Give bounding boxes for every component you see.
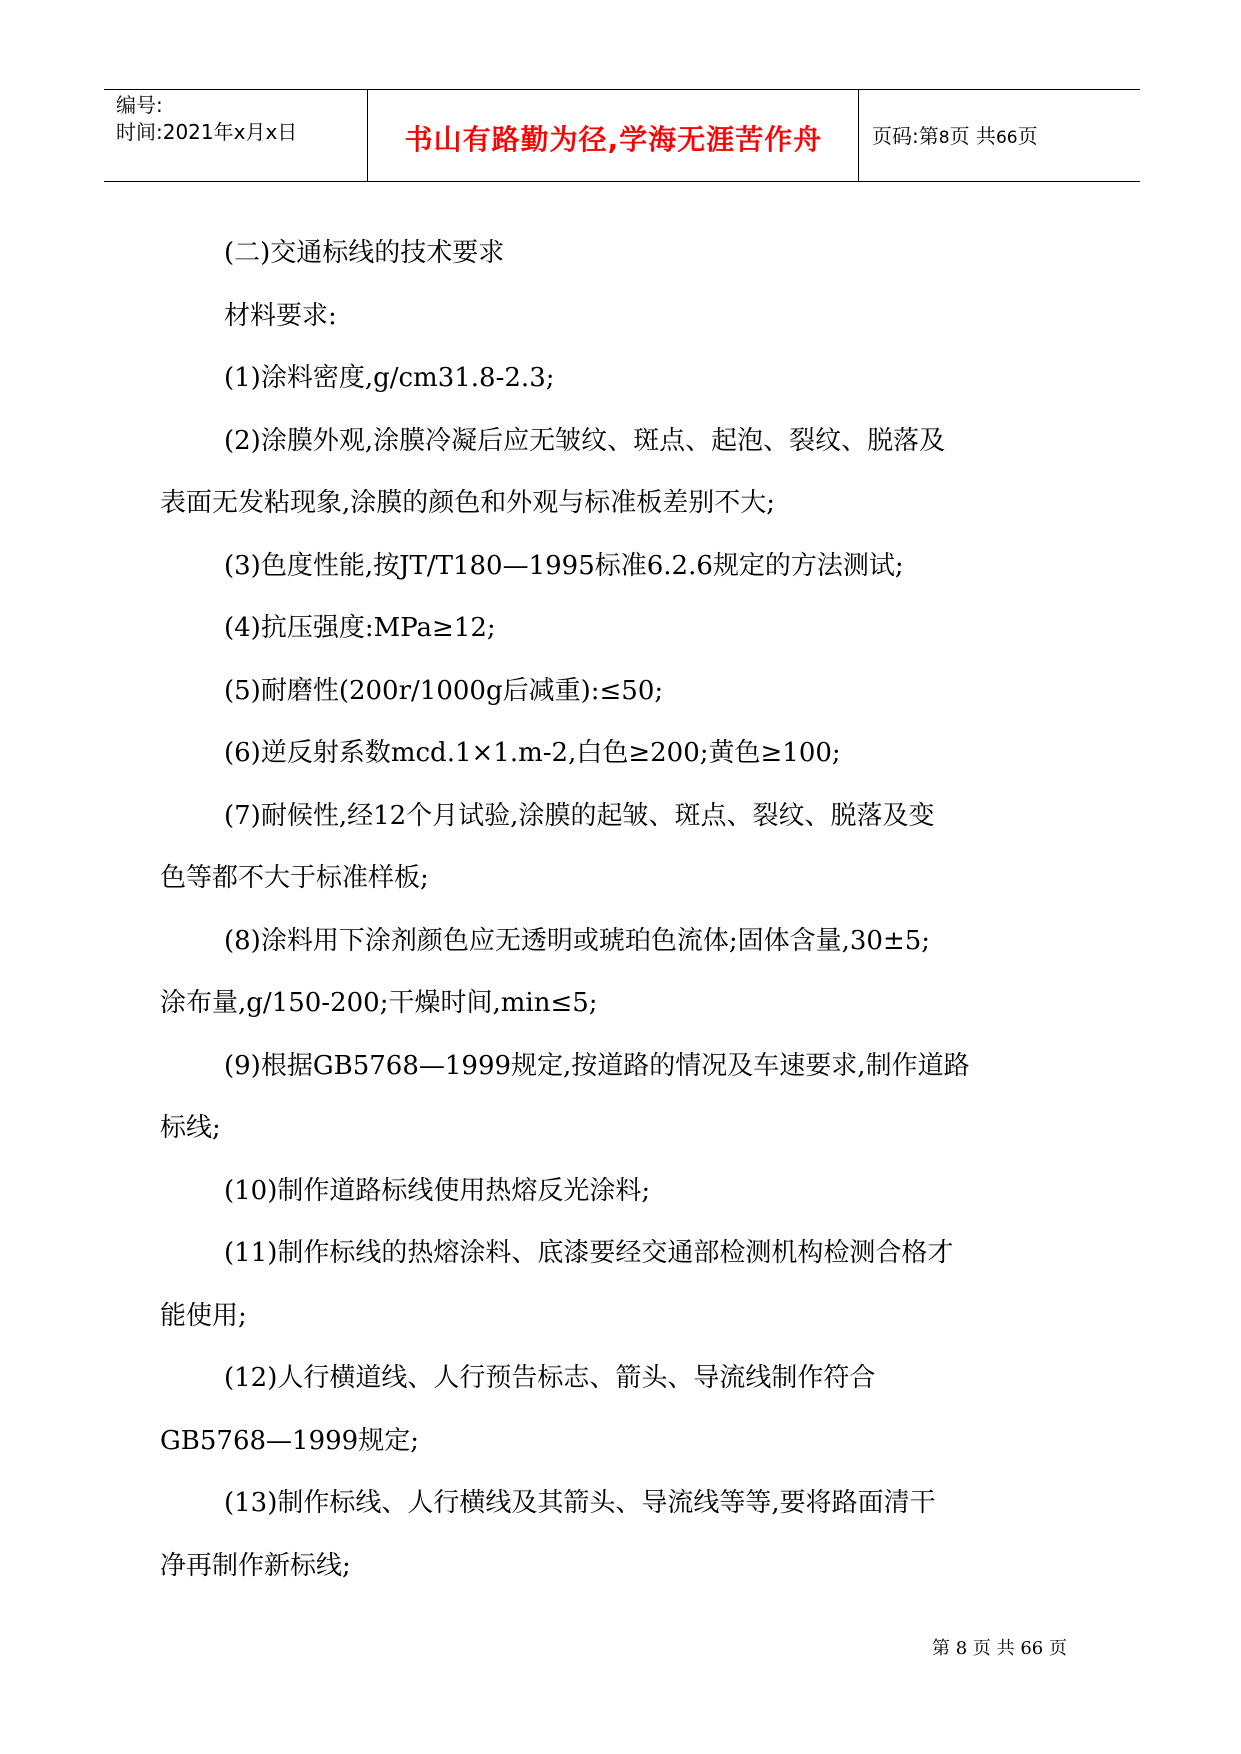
paragraph-line: (10)制作道路标线使用热熔反光涂料; [224,1175,651,1206]
paragraph-line: (5)耐磨性(200r/1000g后减重):≤50; [224,675,664,706]
paragraph-continuation-line: 净再制作新标线; [160,1550,351,1581]
paragraph-line: (8)涂料用下涂剂颜色应无透明或琥珀色流体;固体含量,30±5; [224,925,931,956]
paragraph-line: (二)交通标线的技术要求 [224,238,505,268]
page-current: 8 [938,128,950,148]
paragraph-line: (2)涂膜外观,涂膜冷凝后应无皱纹、斑点、起泡、裂纹、脱落及 [224,425,946,456]
header-page-indicator [872,120,1038,149]
page-total: 66 [995,128,1018,148]
paragraph-line: (11)制作标线的热熔涂料、底漆要经交通部检测机构检测合格才 [224,1238,954,1268]
page-footer: 第 8 页 共 66 页 [932,1638,1067,1659]
document-body [160,222,1092,1597]
document-number-label: 编号: [116,93,163,117]
page-header [104,89,1140,182]
paragraph-line: (13)制作标线、人行横线及其箭头、导流线等等,要将路面清干 [224,1488,936,1518]
paragraph-line: (6)逆反射系数mcd.1×1.m-2,白色≥200;黄色≥100; [224,738,841,768]
paragraph-continuation-line: 色等都不大于标准样板; [160,863,429,893]
page-middle: 页 共 [949,124,996,148]
header-divider-right [858,90,859,181]
paragraph-line: (9)根据GB5768—1999规定,按道路的情况及车速要求,制作道路 [224,1050,970,1081]
page-prefix: 页码:第 [872,124,939,148]
paragraph-continuation-line: GB5768—1999规定; [160,1425,419,1456]
paragraph-continuation-line: 标线; [160,1113,221,1143]
paragraph-line: (4)抗压强度:MPa≥12; [224,613,496,643]
header-motto: 书山有路勤为径,学海无涯苦作舟 [404,123,823,156]
header-divider-left [367,90,368,181]
paragraph-continuation-line: 涂布量,g/150-200;干燥时间,min≤5; [160,988,598,1018]
paragraph-line: (3)色度性能,按JT/T180—1995标准6.2.6规定的方法测试; [224,550,904,581]
paragraph-line: 材料要求: [224,300,337,331]
paragraph-continuation-line: 表面无发粘现象,涂膜的颜色和外观与标准板差别不大; [160,488,776,518]
paragraph-continuation-line: 能使用; [160,1300,247,1331]
page-suffix: 页 [1017,124,1038,148]
document-time-label: 时间:2021年x月x日 [116,120,298,144]
paragraph-line: (1)涂料密度,g/cm31.8-2.3; [224,363,555,393]
paragraph-line: (12)人行横道线、人行预告标志、箭头、导流线制作符合 [224,1363,876,1393]
paragraph-line: (7)耐候性,经12个月试验,涂膜的起皱、斑点、裂纹、脱落及变 [224,800,935,831]
